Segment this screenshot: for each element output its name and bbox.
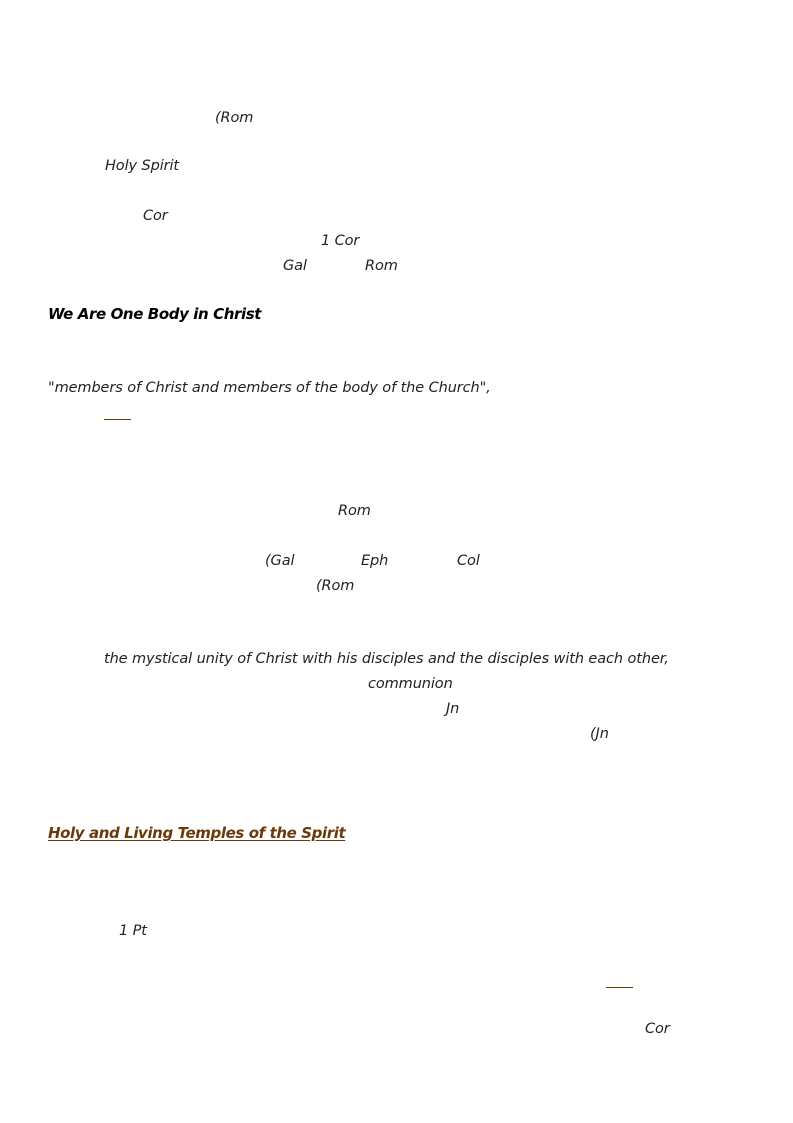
communion-text: communion [368,676,453,692]
reference-cor: Cor [645,1021,670,1037]
section-heading-one-body: We Are One Body in Christ [48,305,262,323]
reference-jn: (Jn [590,726,609,742]
reference-1-pt: 1 Pt [119,923,147,939]
section-heading-temples-link[interactable]: Holy and Living Temples of the Spirit [48,824,346,842]
reference-rom: (Rom [316,578,355,594]
reference-jn: Jn [446,701,460,717]
members-quote: "members of Christ and members of the body of the Church", [48,380,491,396]
reference-gal: (Gal [265,553,295,569]
reference-rom: Rom [338,503,371,519]
reference-rom: Rom [365,258,398,274]
reference-col: Col [457,553,480,569]
reference-gal: Gal [283,258,307,274]
mystical-unity-text: the mystical unity of Christ with his disciples and the disciples with each other, [104,651,669,667]
footnote-link-line[interactable] [606,987,633,988]
footnote-link-line[interactable] [104,419,131,420]
reference-rom: (Rom [215,110,254,126]
reference-eph: Eph [361,553,389,569]
reference-cor: Cor [143,208,168,224]
reference-1-cor: 1 Cor [321,233,360,249]
holy-spirit-text: Holy Spirit [105,158,180,174]
